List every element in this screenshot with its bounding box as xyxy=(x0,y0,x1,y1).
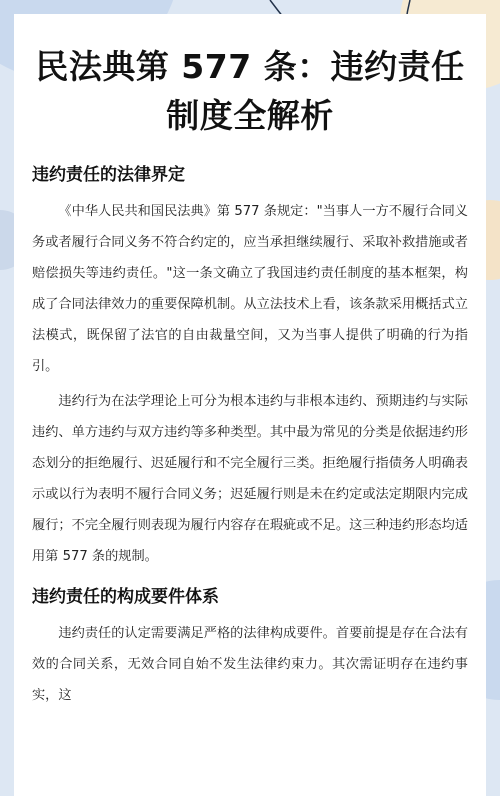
paragraph: 《中华人民共和国民法典》第 577 条规定："当事人一方不履行合同义务或者履行合同义务不符合约定的，应当承担继续履行、采取补救措施或者赔偿损失等违约责任。"这一条文确立了我国违约责任制度的基本框架，构成了合同法律效力的重要保障机制。从立法技术上看，该条款采用概括式立法模式，既保留了法官的自由裁量空间，又为当事人提供了明确的行为指引。 xyxy=(32,204,468,374)
section-heading-constituent-elements: 违约责任的构成要件体系 xyxy=(32,587,219,607)
paragraph: 违约行为在法学理论上可分为根本违约与非根本违约、预期违约与实际违约、单方违约与双方违约等多种类型。其中最为常见的分类是依据违约形态划分的拒绝履行、迟延履行和不完全履行三类。拒绝履行指债务人明确表示或以行为表明不履行合同义务；迟延履行则是未在约定或法定期限内完成履行；不完全履行则表现为履行内容存在瑕疵或不足。这三种违约形态均适用第 577 条的规制。 xyxy=(32,394,468,564)
section-heading-legal-definition: 违约责任的法律界定 xyxy=(32,165,185,185)
paragraph: 违约责任的认定需要满足严格的法律构成要件。首要前提是存在合法有效的合同关系，无效合同自始不发生法律约束力。其次需证明存在违约事实，这 xyxy=(32,626,468,703)
article-page xyxy=(14,14,486,796)
article-title: 民法典第 577 条：违约责任制度全解析 xyxy=(35,47,465,135)
